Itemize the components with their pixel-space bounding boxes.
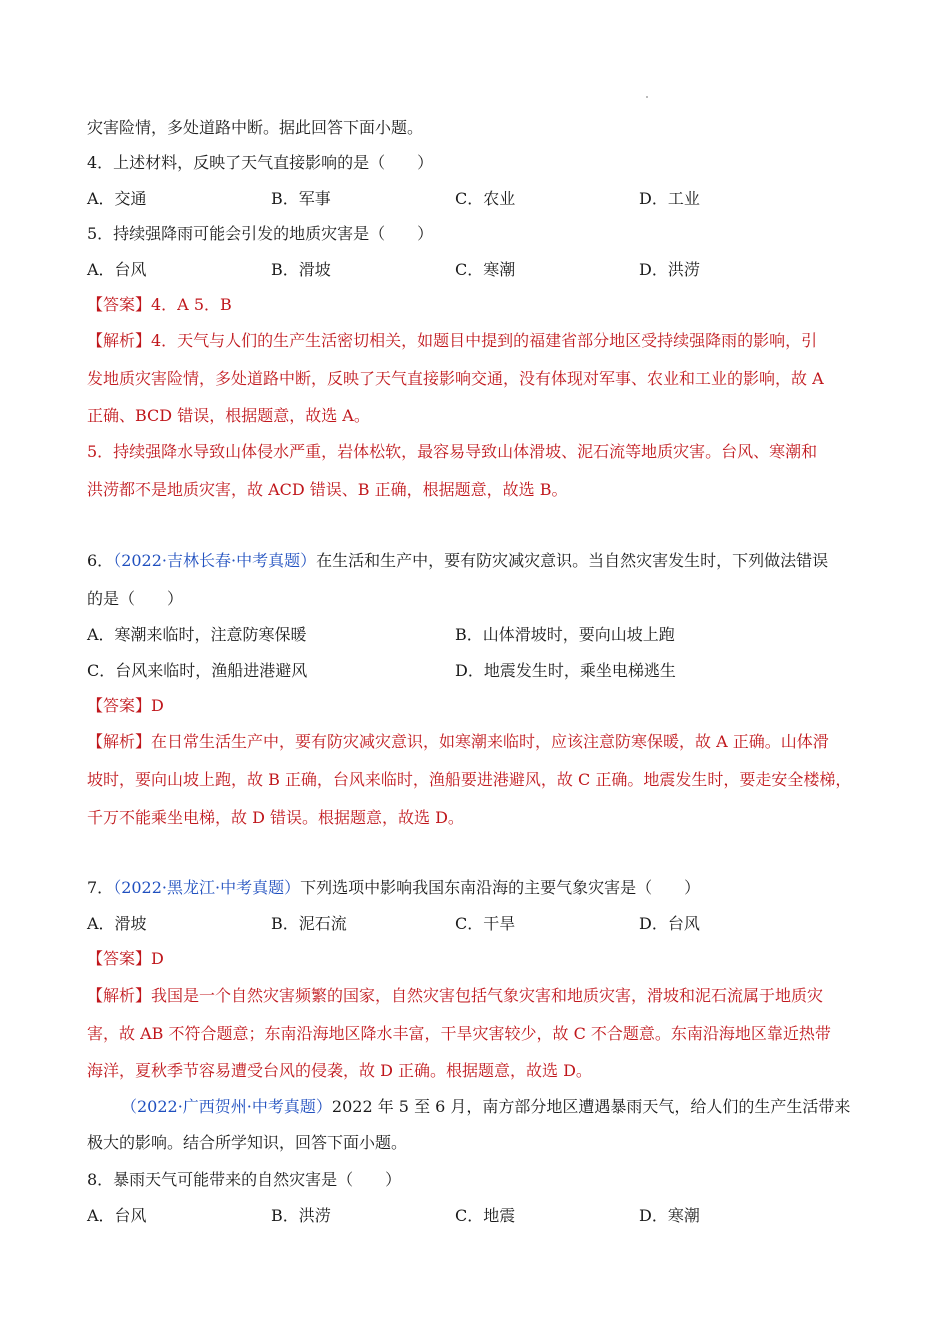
q5-option-a: A．台风 xyxy=(87,260,147,279)
passage-tail: 灾害险情，多处道路中断。据此回答下面小题。 xyxy=(87,118,424,137)
passage-8-9-line-1 xyxy=(121,1097,850,1117)
passage-8-9-text: 2022 年 5 至 6 月，南方部分地区遭遇暴雨天气，给人们的生产生活带来 xyxy=(331,1097,851,1116)
q8-option-d: D．寒潮 xyxy=(639,1206,700,1225)
q4-option-a: A．交通 xyxy=(87,189,147,208)
explanation-6-line-3: 千万不能乘坐电梯，故 D 错误。根据题意，故选 D。 xyxy=(87,808,464,827)
question-4-stem: 4．上述材料，反映了天气直接影响的是（ ） xyxy=(87,153,434,172)
q5-option-c: C．寒潮 xyxy=(455,260,516,279)
question-7-stem xyxy=(87,878,700,898)
question-8-stem: 8．暴雨天气可能带来的自然灾害是（ ） xyxy=(87,1170,402,1189)
question-6-source: （2022·吉林长春·中考真题） xyxy=(113,551,317,570)
explanation-7-line-2: 害，故 AB 不符合题意；东南沿海地区降水丰富，干旱灾害较少，故 C 不合题意。东南沿海地区靠近热带 xyxy=(87,1024,831,1043)
question-6-text: 在生活和生产中，要有防灾减灾意识。当自然灾害发生时，下列做法错误 xyxy=(316,551,829,570)
q6-option-b: B．山体滑坡时，要向山坡上跑 xyxy=(455,625,675,644)
answer-4-5: 【答案】4．A 5．B xyxy=(87,295,232,314)
explanation-4-5-line-5: 洪涝都不是地质灾害，故 ACD 错误、B 正确，根据题意，故选 B。 xyxy=(87,480,568,499)
answer-6: 【答案】D xyxy=(87,696,164,715)
question-7-text: 下列选项中影响我国东南沿海的主要气象灾害是（ ） xyxy=(300,878,701,897)
explanation-7-line-3: 海洋，夏秋季节容易遭受台风的侵袭，故 D 正确。根据题意，故选 D。 xyxy=(87,1061,592,1080)
question-6-number: 6． xyxy=(87,551,114,570)
explanation-7-line-1: 【解析】我国是一个自然灾害频繁的国家，自然灾害包括气象灾害和地质灾害，滑坡和泥石流属于地质灾 xyxy=(87,986,824,1005)
explanation-4-5-line-1: 【解析】4．天气与人们的生产生活密切相关，如题目中提到的福建省部分地区受持续强降雨的影响，引 xyxy=(87,331,818,350)
page-mark xyxy=(646,96,648,98)
q8-option-c: C．地震 xyxy=(455,1206,516,1225)
q4-option-c: C．农业 xyxy=(455,189,516,208)
explanation-6-line-1: 【解析】在日常生活生产中，要有防灾减灾意识，如寒潮来临时，应该注意防寒保暖，故 A 正确。山体滑 xyxy=(87,732,829,751)
q7-option-d: D．台风 xyxy=(639,914,700,933)
question-7-number: 7． xyxy=(87,878,114,897)
explanation-6-line-2: 坡时，要向山坡上跑，故 B 正确，台风来临时，渔船要进港避风，故 C 正确。地震发生时，要走安全楼梯， xyxy=(87,770,852,789)
explanation-4-5-line-4: 5．持续强降水导致山体侵水严重，岩体松软，最容易导致山体滑坡、泥石流等地质灾害。台风、寒潮和 xyxy=(87,442,818,461)
q4-option-b: B．军事 xyxy=(271,189,331,208)
passage-8-9-line-2: 极大的影响。结合所学知识，回答下面小题。 xyxy=(87,1133,408,1152)
q5-option-b: B．滑坡 xyxy=(271,260,331,279)
q7-option-c: C．干旱 xyxy=(455,914,516,933)
question-5-stem: 5．持续强降雨可能会引发的地质灾害是（ ） xyxy=(87,224,434,243)
q7-option-a: A．滑坡 xyxy=(87,914,147,933)
q8-option-a: A．台风 xyxy=(87,1206,147,1225)
explanation-4-5-line-2: 发地质灾害险情，多处道路中断，反映了天气直接影响交通，没有体现对军事、农业和工业的影响，故 A xyxy=(87,369,824,388)
q6-option-c: C．台风来临时，渔船进港避风 xyxy=(87,661,308,680)
q4-option-d: D．工业 xyxy=(639,189,700,208)
q7-option-b: B．泥石流 xyxy=(271,914,347,933)
q6-option-d: D．地震发生时，乘坐电梯逃生 xyxy=(455,661,676,680)
question-6-stem-line-2: 的是（ ） xyxy=(87,589,184,608)
q6-option-a: A．寒潮来临时，注意防寒保暖 xyxy=(87,625,307,644)
explanation-4-5-line-3: 正确、BCD 错误，根据题意，故选 A。 xyxy=(87,406,370,425)
passage-8-9-source: （2022·广西贺州·中考真题） xyxy=(121,1097,332,1116)
q5-option-d: D．洪涝 xyxy=(639,260,700,279)
q8-option-b: B．洪涝 xyxy=(271,1206,331,1225)
answer-7: 【答案】D xyxy=(87,949,164,968)
question-7-source: （2022·黑龙江·中考真题） xyxy=(113,878,301,897)
question-6-stem xyxy=(87,551,828,571)
